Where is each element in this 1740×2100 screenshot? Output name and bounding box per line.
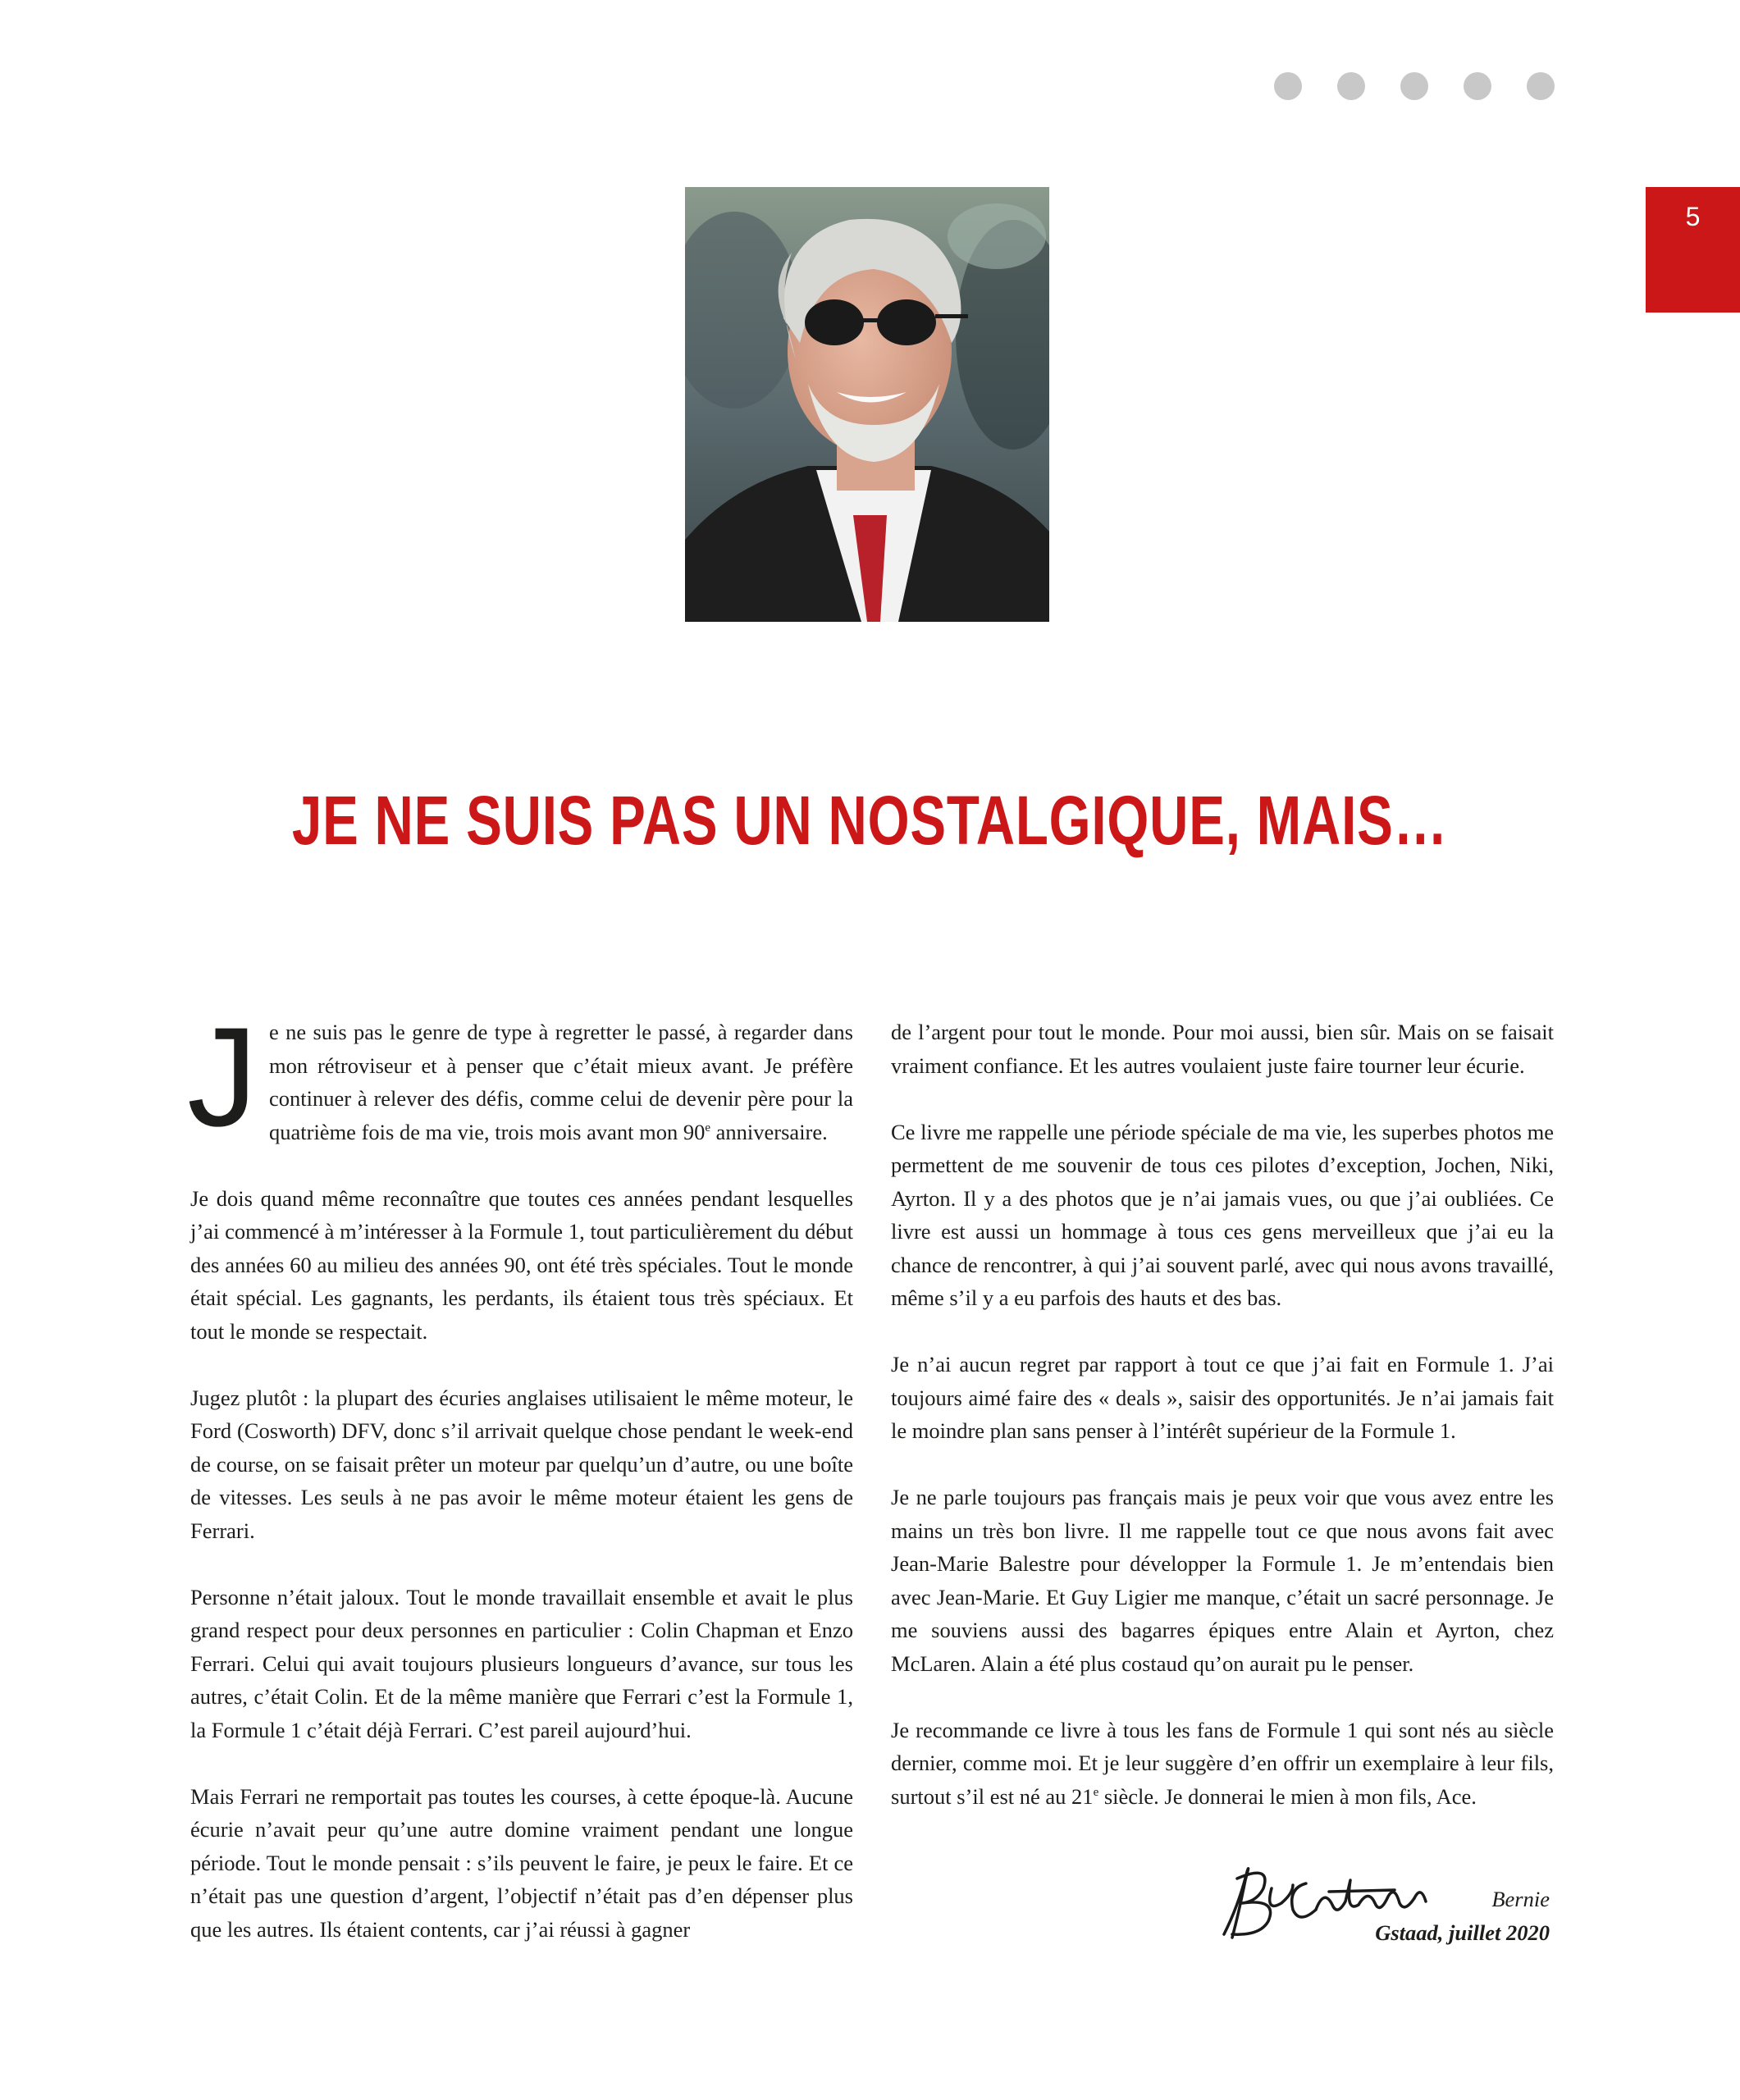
page-number: 5 bbox=[1685, 202, 1701, 231]
paragraph bbox=[891, 1714, 1554, 1814]
signature-name: Bernie bbox=[1491, 1887, 1550, 1911]
pagination-dot bbox=[1400, 72, 1428, 100]
paragraph: de l’argent pour tout le monde. Pour moi aussi, bien sûr. Mais on se faisait vraiment confiance. Et les autres voulaient juste faire tourner leur écurie. bbox=[891, 1020, 1554, 1078]
paragraph: Ce livre me rappelle une période spéciale de ma vie, les superbes photos me permettent de me souvenir de tous ces pilotes d’exception, Jochen, Niki, Ayrton. Il y a des photos que je n’ai jamais vues, ou que j’ai oubliées. Ce livre est aussi un hommage à tous ces gens merveilleux que j’ai eu la chance de rencontrer, à qui j’ai souvent parlé, avec qui nous avons travaillé, même s’il y a eu parfois des hauts et des bas. bbox=[891, 1119, 1554, 1310]
superscript: e bbox=[1093, 1785, 1099, 1799]
drop-cap: J bbox=[187, 998, 258, 1156]
paragraph: Je n’ai aucun regret par rapport à tout ce que j’ai fait en Formule 1. J’ai toujours aimé faire des « deals », saisir des opportunités. Je n’ai jamais fait le moindre plan sans penser à l’intérêt supérieur de la Formule 1. bbox=[891, 1352, 1554, 1443]
pagination-dot bbox=[1527, 72, 1555, 100]
right-column bbox=[891, 1016, 1554, 1813]
article-title: JE NE SUIS PAS UN NOSTALGIQUE, MAIS… bbox=[291, 782, 1448, 859]
paragraph: Mais Ferrari ne remportait pas toutes les courses, à cette époque-là. Aucune écurie n’avait peur qu’une autre domine vraiment pendant une longue période. Tout le monde pensait : s’ils peuvent le faire, je peux le faire. Et ce n’était pas une question d’argent, l’objectif n’était pas d’en dépenser plus que les autres. Ils étaient contents, car j’ai réussi à gagner bbox=[190, 1783, 853, 1942]
pagination-dot bbox=[1337, 72, 1365, 100]
left-column bbox=[187, 998, 853, 1946]
paragraph bbox=[187, 998, 853, 1156]
signature-place-date: Gstaad, juillet 2020 bbox=[1375, 1920, 1550, 1945]
paragraph: Personne n’était jaloux. Tout le monde travaillait ensemble et avait le plus grand respect pour deux personnes en particulier : Colin Chapman et Enzo Ferrari. Celui qui avait toujours plusieurs longueurs d’avance, sur tous les autres, c’était Colin. Et de la même manière que Ferrari c’est la Formule 1, la Formule 1 c’était déjà Ferrari. C’est pareil aujourd’hui. bbox=[190, 1584, 853, 1742]
paragraph: Jugez plutôt : la plupart des écuries anglaises utilisaient le même moteur, le Ford (Cosworth) DFV, donc s’il arrivait quelque chose pendant le week-end de course, on se faisait prêter un moteur par quelqu’un d’autre, ou une boîte de vitesses. Les seuls à ne pas avoir le même moteur étaient les gens de Ferrari. bbox=[190, 1385, 853, 1543]
pagination-dot bbox=[1464, 72, 1491, 100]
paragraph: Je dois quand même reconnaître que toutes ces années pendant lesquelles j’ai commencé à m’intéresser à la Formule 1, tout particulièrement du début des années 60 au milieu des années 90, ont été très spéciales. Tout le monde était spécial. Les gagnants, les perdants, ils étaient tous très spéciaux. Et tout le monde se respectait. bbox=[190, 1185, 853, 1344]
portrait-photo bbox=[685, 187, 1049, 622]
paragraph: Je ne parle toujours pas français mais je peux voir que vous avez entre les mains un très bon livre. Il me rappelle tout ce que nous avons fait avec Jean-Marie Balestre pour développer la Formule 1. Je m’entendais bien avec Jean-Marie. Et Guy Ligier me manque, c’était un sacré personnage. Je me souviens aussi des bagarres épiques entre Alain et Ayrton, chez McLaren. Alain a été plus costaud qu’on aurait pu le penser. bbox=[891, 1485, 1554, 1676]
paragraph-text: anniversaire. bbox=[710, 1119, 828, 1144]
paragraph-text: e ne suis pas le genre de type à regretter le passé, à regarder dans mon rétroviseur et à penser que c’était mieux avant. Je préfère continuer à relever des défis, comme celui de devenir père pour la quatrième fois de ma vie, trois mois avant mon 90 bbox=[269, 1020, 853, 1144]
page-number-tab bbox=[1646, 187, 1740, 313]
superscript: e bbox=[705, 1121, 711, 1134]
pagination-dots bbox=[1274, 72, 1555, 100]
paragraph-text: siècle. Je donnerai le mien à mon fils, Ace. bbox=[1098, 1783, 1477, 1809]
paragraph-text: Je recommande ce livre à tous les fans de Formule 1 qui sont nés au siècle dernier, comme moi. Et je leur suggère d’en offrir un exemplaire à leur fils, surtout s’il est né au 21 bbox=[891, 1717, 1554, 1809]
pagination-dot bbox=[1274, 72, 1302, 100]
